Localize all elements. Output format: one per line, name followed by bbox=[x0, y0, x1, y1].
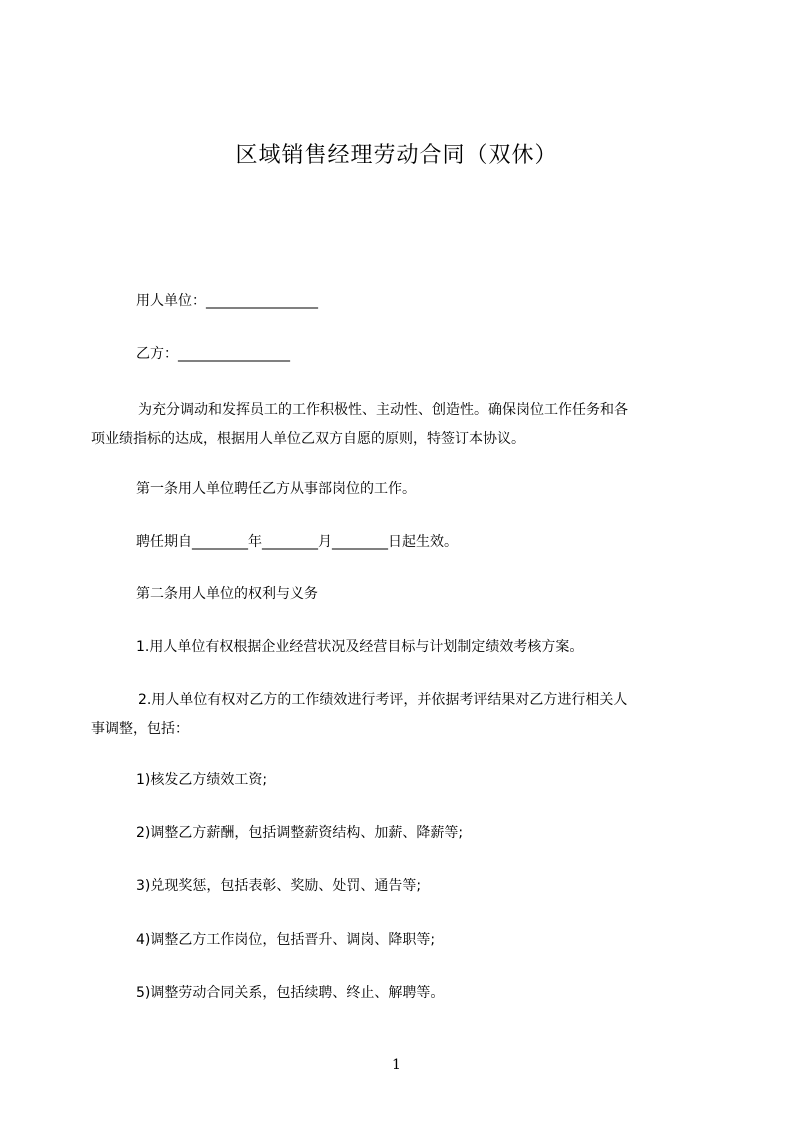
intro-line-2: 项业绩指标的达成，根据用人单位乙双方自愿的原则，特签订本协议。 bbox=[91, 431, 525, 447]
sub-item-3: 3)兑现奖惩，包括表彰、奖励、处罚、通告等; bbox=[136, 878, 422, 894]
intro-line-1: 为充分调动和发挥员工的工作积极性、主动性、创造性。确保岗位工作任务和各 bbox=[138, 402, 628, 418]
employer-line: 用人单位：________________ bbox=[136, 293, 318, 309]
item-2-line-1: 2.用人单位有权对乙方的工作绩效进行考评，并依据考评结果对乙方进行相关人 bbox=[138, 692, 628, 708]
article-1: 第一条用人单位聘任乙方从事部岗位的工作。 bbox=[136, 481, 416, 497]
item-2-paragraph bbox=[91, 686, 727, 744]
party-b-line: 乙方：________________ bbox=[136, 346, 290, 362]
page-number: 1 bbox=[392, 1057, 401, 1073]
intro-paragraph bbox=[91, 396, 727, 454]
item-2-line-2: 事调整，包括： bbox=[91, 721, 189, 737]
article-2-heading: 第二条用人单位的权利与义务 bbox=[136, 586, 318, 602]
term-line: 聘任期自________年________月________日起生效。 bbox=[136, 534, 458, 550]
sub-item-5: 5)调整劳动合同关系，包括续聘、终止、解聘等。 bbox=[136, 985, 445, 1001]
sub-item-2: 2)调整乙方薪酬，包括调整薪资结构、加薪、降薪等; bbox=[136, 825, 464, 841]
document-title: 区域销售经理劳动合同（双休） bbox=[235, 143, 558, 168]
sub-item-4: 4)调整乙方工作岗位，包括晋升、调岗、降职等; bbox=[136, 932, 436, 948]
item-1: 1.用人单位有权根据企业经营状况及经营目标与计划制定绩效考核方案。 bbox=[136, 639, 584, 655]
sub-item-1: 1)核发乙方绩效工资; bbox=[136, 772, 268, 788]
